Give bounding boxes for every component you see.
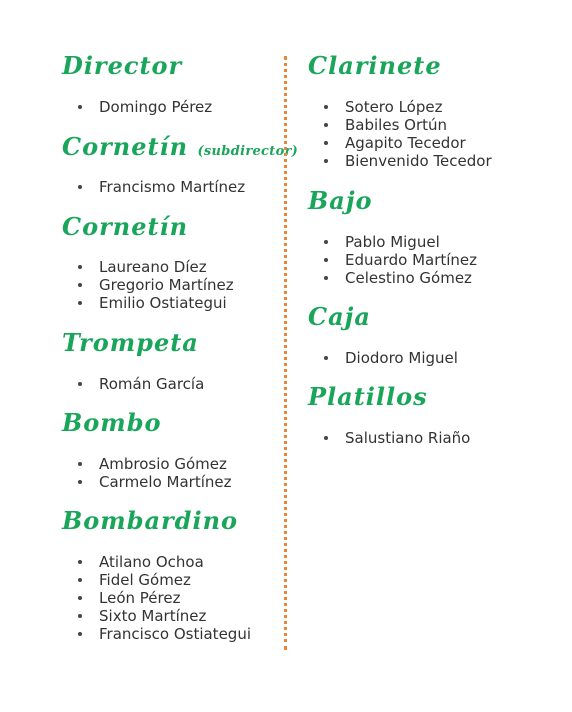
list-item bbox=[308, 349, 458, 367]
list-item bbox=[62, 607, 251, 625]
member-list-platillos bbox=[308, 429, 470, 447]
section-heading-bajo: Bajo bbox=[308, 186, 373, 215]
bullet-icon bbox=[78, 632, 82, 636]
member-name: Sixto Martínez bbox=[99, 607, 207, 625]
member-name: Celestino Gómez bbox=[345, 269, 472, 287]
section-director bbox=[62, 52, 182, 80]
list-item bbox=[308, 116, 492, 134]
list-item bbox=[308, 429, 470, 447]
section-heading-cornetin-subdirector bbox=[62, 133, 298, 166]
member-name: Diodoro Miguel bbox=[345, 349, 458, 367]
member-name: Agapito Tecedor bbox=[345, 134, 466, 152]
list-item bbox=[62, 294, 234, 312]
bullet-icon bbox=[78, 560, 82, 564]
section-bombo bbox=[62, 409, 161, 437]
section-caja bbox=[308, 303, 371, 331]
list-item bbox=[62, 625, 251, 643]
list-item bbox=[308, 269, 477, 287]
member-list-director bbox=[62, 98, 212, 116]
bullet-icon bbox=[78, 283, 82, 287]
section-cornetin bbox=[62, 213, 188, 241]
bullet-icon bbox=[324, 141, 328, 145]
list-item bbox=[308, 233, 477, 251]
bullet-icon bbox=[324, 276, 328, 280]
member-name: Fidel Gómez bbox=[99, 571, 191, 589]
bullet-icon bbox=[78, 578, 82, 582]
section-heading-trompeta: Trompeta bbox=[62, 328, 199, 357]
member-name: Pablo Miguel bbox=[345, 233, 440, 251]
member-name: León Pérez bbox=[99, 589, 181, 607]
list-item bbox=[62, 178, 245, 196]
member-name: Bienvenido Tecedor bbox=[345, 152, 492, 170]
list-item bbox=[62, 98, 212, 116]
section-heading-cornetin: Cornetín bbox=[62, 212, 189, 241]
member-name: Francismo Martínez bbox=[99, 178, 246, 196]
list-item bbox=[62, 553, 251, 571]
bullet-icon bbox=[324, 258, 328, 262]
section-heading-caja: Caja bbox=[308, 302, 371, 331]
bullet-icon bbox=[78, 462, 82, 466]
heading-note: (subdirector) bbox=[197, 144, 299, 159]
section-heading-bombardino: Bombardino bbox=[62, 506, 239, 535]
member-name: Gregorio Martínez bbox=[99, 276, 234, 294]
bullet-icon bbox=[324, 240, 328, 244]
bullet-icon bbox=[324, 105, 328, 109]
bullet-icon bbox=[324, 159, 328, 163]
bullet-icon bbox=[78, 301, 82, 305]
bullet-icon bbox=[78, 105, 82, 109]
list-item bbox=[308, 251, 477, 269]
list-item bbox=[62, 589, 251, 607]
member-name: Babiles Ortún bbox=[345, 116, 448, 134]
bullet-icon bbox=[78, 382, 82, 386]
section-bombardino bbox=[62, 507, 238, 535]
bullet-icon bbox=[78, 614, 82, 618]
member-list-clarinete bbox=[308, 98, 492, 170]
section-heading-clarinete: Clarinete bbox=[308, 51, 442, 80]
member-name: Carmelo Martínez bbox=[99, 473, 232, 491]
list-item bbox=[308, 152, 492, 170]
section-clarinete bbox=[308, 52, 442, 80]
bullet-icon bbox=[78, 265, 82, 269]
section-heading-director: Director bbox=[62, 51, 183, 80]
member-list-bombo bbox=[62, 455, 231, 491]
member-name: Sotero López bbox=[345, 98, 443, 116]
member-name: Román García bbox=[99, 375, 205, 393]
list-item bbox=[62, 571, 251, 589]
section-cornetin-subdirector bbox=[62, 133, 298, 166]
section-trompeta bbox=[62, 329, 199, 357]
section-heading-platillos: Platillos bbox=[308, 382, 428, 411]
bullet-icon bbox=[78, 185, 82, 189]
list-item bbox=[62, 276, 234, 294]
member-list-cornetin bbox=[62, 258, 234, 312]
member-list-cornetin-subdirector bbox=[62, 178, 245, 196]
bullet-icon bbox=[324, 436, 328, 440]
member-name: Salustiano Riaño bbox=[345, 429, 471, 447]
list-item bbox=[308, 134, 492, 152]
member-name: Ambrosio Gómez bbox=[99, 455, 227, 473]
heading-title: Cornetín bbox=[62, 132, 189, 161]
bullet-icon bbox=[78, 596, 82, 600]
member-name: Eduardo Martínez bbox=[345, 251, 478, 269]
member-name: Domingo Pérez bbox=[99, 98, 213, 116]
section-bajo bbox=[308, 187, 373, 215]
list-item bbox=[308, 98, 492, 116]
bullet-icon bbox=[78, 480, 82, 484]
member-list-trompeta bbox=[62, 375, 204, 393]
member-list-bombardino bbox=[62, 553, 251, 643]
member-name: Emilio Ostiategui bbox=[99, 294, 227, 312]
section-platillos bbox=[308, 383, 428, 411]
member-list-caja bbox=[308, 349, 458, 367]
list-item bbox=[62, 455, 231, 473]
section-heading-bombo: Bombo bbox=[62, 408, 162, 437]
list-item bbox=[62, 375, 204, 393]
member-list-bajo bbox=[308, 233, 477, 287]
list-item bbox=[62, 473, 231, 491]
list-item bbox=[62, 258, 234, 276]
column-divider bbox=[284, 56, 287, 650]
member-name: Atilano Ochoa bbox=[99, 553, 204, 571]
member-name: Laureano Díez bbox=[99, 258, 207, 276]
bullet-icon bbox=[324, 123, 328, 127]
member-name: Francisco Ostiategui bbox=[99, 625, 251, 643]
bullet-icon bbox=[324, 356, 328, 360]
